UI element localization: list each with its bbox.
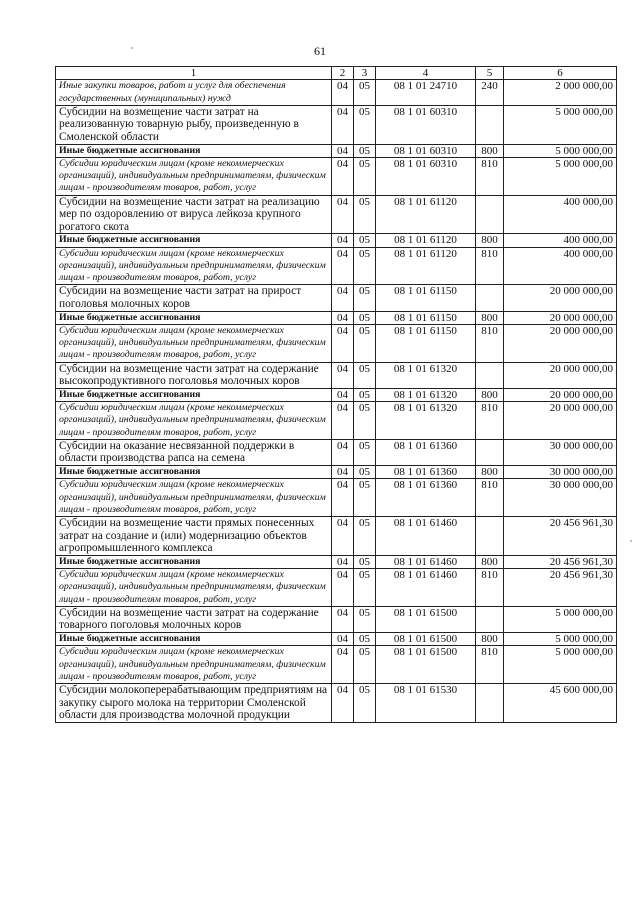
row-section-code: 04 (332, 285, 354, 311)
row-description: Субсидии молокоперерабатывающим предприятиям на закупку сырого молока на территории Смоленской области для производства молочной продукции (56, 684, 332, 723)
row-amount: 30 000 000,00 (504, 466, 617, 479)
row-section-code: 04 (332, 158, 354, 196)
row-description: Субсидии юридическим лицам (кроме некоммерческих организаций), индивидуальным предпринимателям, физическим лицам - производителям товаров, работ, услуг (56, 325, 332, 363)
row-target-article: 08 1 01 61500 (376, 646, 476, 684)
table-row (56, 285, 617, 311)
row-target-article: 08 1 01 24710 (376, 80, 476, 105)
row-subsection-code: 05 (354, 606, 376, 632)
row-description: Иные бюджетные ассигнования (56, 466, 332, 479)
table-row (56, 466, 617, 479)
row-subsection-code: 05 (354, 325, 376, 363)
column-header-4: 4 (376, 67, 476, 80)
row-description: Иные закупки товаров, работ и услуг для обеспечения государственных (муниципальных) нужд (56, 80, 332, 105)
row-expense-type (476, 362, 504, 388)
row-target-article: 08 1 01 60310 (376, 144, 476, 157)
row-section-code: 04 (332, 247, 354, 285)
row-target-article: 08 1 01 61120 (376, 195, 476, 234)
row-amount: 2 000 000,00 (504, 80, 617, 105)
table-row (56, 247, 617, 285)
row-amount: 20 456 961,30 (504, 555, 617, 568)
row-target-article: 08 1 01 61120 (376, 247, 476, 285)
row-section-code: 04 (332, 362, 354, 388)
row-subsection-code: 05 (354, 158, 376, 196)
row-target-article: 08 1 01 61360 (376, 439, 476, 465)
row-subsection-code: 05 (354, 646, 376, 684)
scan-speck (131, 47, 133, 49)
budget-table (55, 66, 617, 723)
row-description: Субсидии на оказание несвязанной поддержки в области производства рапса на семена (56, 439, 332, 465)
table-row (56, 439, 617, 465)
row-target-article: 08 1 01 60310 (376, 158, 476, 196)
column-header-2: 2 (332, 67, 354, 80)
row-description: Иные бюджетные ассигнования (56, 388, 332, 401)
row-target-article: 08 1 01 61460 (376, 569, 476, 607)
row-description: Субсидии юридическим лицам (кроме некоммерческих организаций), индивидуальным предпринимателям, физическим лицам - производителям товаров, работ, услуг (56, 402, 332, 440)
row-expense-type: 800 (476, 311, 504, 324)
row-subsection-code: 05 (354, 388, 376, 401)
row-description: Субсидии юридическим лицам (кроме некоммерческих организаций), индивидуальным предпринимателям, физическим лицам - производителям товаров, работ, услуг (56, 646, 332, 684)
table-row (56, 105, 617, 144)
row-section-code: 04 (332, 105, 354, 144)
row-expense-type (476, 606, 504, 632)
table-row (56, 606, 617, 632)
row-subsection-code: 05 (354, 466, 376, 479)
row-subsection-code: 05 (354, 80, 376, 105)
row-target-article: 08 1 01 61320 (376, 362, 476, 388)
row-amount: 5 000 000,00 (504, 105, 617, 144)
row-description: Иные бюджетные ассигнования (56, 311, 332, 324)
row-amount: 5 000 000,00 (504, 158, 617, 196)
row-expense-type: 810 (476, 158, 504, 196)
column-header-1: 1 (56, 67, 332, 80)
row-subsection-code: 05 (354, 402, 376, 440)
column-header-5: 5 (476, 67, 504, 80)
row-description: Субсидии юридическим лицам (кроме некоммерческих организаций), индивидуальным предпринимателям, физическим лицам - производителям товаров, работ, услуг (56, 247, 332, 285)
row-expense-type: 240 (476, 80, 504, 105)
row-target-article: 08 1 01 61500 (376, 633, 476, 646)
row-subsection-code: 05 (354, 285, 376, 311)
table-row (56, 158, 617, 196)
column-header-6: 6 (504, 67, 617, 80)
row-description: Иные бюджетные ассигнования (56, 555, 332, 568)
table-row (56, 80, 617, 105)
table-row (56, 555, 617, 568)
table-row (56, 633, 617, 646)
row-amount: 400 000,00 (504, 247, 617, 285)
row-section-code: 04 (332, 684, 354, 723)
row-section-code: 04 (332, 517, 354, 556)
row-expense-type: 800 (476, 633, 504, 646)
row-subsection-code: 05 (354, 247, 376, 285)
row-section-code: 04 (332, 646, 354, 684)
row-amount: 5 000 000,00 (504, 144, 617, 157)
row-amount: 20 000 000,00 (504, 311, 617, 324)
row-section-code: 04 (332, 311, 354, 324)
row-subsection-code: 05 (354, 479, 376, 517)
row-section-code: 04 (332, 234, 354, 247)
row-amount: 400 000,00 (504, 234, 617, 247)
row-expense-type: 810 (476, 402, 504, 440)
row-target-article: 08 1 01 61500 (376, 606, 476, 632)
row-section-code: 04 (332, 606, 354, 632)
row-target-article: 08 1 01 60310 (376, 105, 476, 144)
table-row (56, 325, 617, 363)
row-amount: 20 000 000,00 (504, 402, 617, 440)
row-description: Субсидии на возмещение части затрат на содержание высокопродуктивного поголовья молочных коров (56, 362, 332, 388)
row-expense-type (476, 285, 504, 311)
row-subsection-code: 05 (354, 362, 376, 388)
row-section-code: 04 (332, 439, 354, 465)
row-target-article: 08 1 01 61460 (376, 555, 476, 568)
row-amount: 5 000 000,00 (504, 633, 617, 646)
row-description: Иные бюджетные ассигнования (56, 144, 332, 157)
row-target-article: 08 1 01 61150 (376, 285, 476, 311)
row-subsection-code: 05 (354, 684, 376, 723)
row-expense-type: 800 (476, 555, 504, 568)
row-amount: 30 000 000,00 (504, 479, 617, 517)
row-description: Субсидии на возмещение части затрат на содержание товарного поголовья молочных коров (56, 606, 332, 632)
row-amount: 5 000 000,00 (504, 646, 617, 684)
row-expense-type (476, 439, 504, 465)
row-expense-type: 810 (476, 569, 504, 607)
row-expense-type (476, 517, 504, 556)
row-target-article: 08 1 01 61360 (376, 466, 476, 479)
row-target-article: 08 1 01 61120 (376, 234, 476, 247)
row-expense-type: 810 (476, 646, 504, 684)
row-subsection-code: 05 (354, 569, 376, 607)
row-description: Субсидии на возмещение части затрат на реализацию мер по оздоровлению от вируса лейкоза крупного рогатого скота (56, 195, 332, 234)
row-expense-type: 810 (476, 479, 504, 517)
row-expense-type: 800 (476, 466, 504, 479)
row-section-code: 04 (332, 569, 354, 607)
row-target-article: 08 1 01 61320 (376, 388, 476, 401)
row-description: Иные бюджетные ассигнования (56, 633, 332, 646)
row-expense-type: 800 (476, 234, 504, 247)
table-row (56, 517, 617, 556)
row-amount: 5 000 000,00 (504, 606, 617, 632)
row-subsection-code: 05 (354, 517, 376, 556)
table-row (56, 402, 617, 440)
row-section-code: 04 (332, 479, 354, 517)
row-amount: 30 000 000,00 (504, 439, 617, 465)
row-description: Субсидии на возмещение части затрат на прирост поголовья молочных коров (56, 285, 332, 311)
row-expense-type: 800 (476, 144, 504, 157)
row-expense-type: 800 (476, 388, 504, 401)
row-target-article: 08 1 01 61360 (376, 479, 476, 517)
row-subsection-code: 05 (354, 439, 376, 465)
row-description: Субсидии на возмещение части прямых понесенных затрат на создание и (или) модернизацию объектов агропромышленного комплекса (56, 517, 332, 556)
row-section-code: 04 (332, 80, 354, 105)
table-row (56, 569, 617, 607)
row-expense-type: 810 (476, 247, 504, 285)
row-subsection-code: 05 (354, 105, 376, 144)
table-row (56, 195, 617, 234)
row-subsection-code: 05 (354, 633, 376, 646)
row-expense-type (476, 684, 504, 723)
table-header-row (56, 67, 617, 80)
row-section-code: 04 (332, 402, 354, 440)
row-amount: 20 456 961,30 (504, 517, 617, 556)
row-target-article: 08 1 01 61150 (376, 311, 476, 324)
row-amount: 20 000 000,00 (504, 325, 617, 363)
row-subsection-code: 05 (354, 311, 376, 324)
row-expense-type (476, 105, 504, 144)
row-section-code: 04 (332, 195, 354, 234)
table-row (56, 684, 617, 723)
row-subsection-code: 05 (354, 144, 376, 157)
table-row (56, 362, 617, 388)
page-number: 61 (314, 44, 326, 58)
table-row (56, 311, 617, 324)
table-row (56, 479, 617, 517)
row-section-code: 04 (332, 633, 354, 646)
column-header-3: 3 (354, 67, 376, 80)
row-description: Субсидии юридическим лицам (кроме некоммерческих организаций), индивидуальным предпринимателям, физическим лицам - производителям товаров, работ, услуг (56, 569, 332, 607)
row-section-code: 04 (332, 144, 354, 157)
row-description: Субсидии юридическим лицам (кроме некоммерческих организаций), индивидуальным предпринимателям, физическим лицам - производителям товаров, работ, услуг (56, 479, 332, 517)
row-section-code: 04 (332, 388, 354, 401)
row-amount: 20 456 961,30 (504, 569, 617, 607)
row-subsection-code: 05 (354, 234, 376, 247)
row-amount: 400 000,00 (504, 195, 617, 234)
row-description: Субсидии на возмещение части затрат на реализованную товарную рыбу, произведенную в Смоленской области (56, 105, 332, 144)
table-row (56, 234, 617, 247)
row-section-code: 04 (332, 466, 354, 479)
row-section-code: 04 (332, 555, 354, 568)
row-amount: 45 600 000,00 (504, 684, 617, 723)
row-target-article: 08 1 01 61460 (376, 517, 476, 556)
table-row (56, 646, 617, 684)
row-description: Субсидии юридическим лицам (кроме некоммерческих организаций), индивидуальным предпринимателям, физическим лицам - производителям товаров, работ, услуг (56, 158, 332, 196)
row-subsection-code: 05 (354, 195, 376, 234)
row-description: Иные бюджетные ассигнования (56, 234, 332, 247)
row-target-article: 08 1 01 61530 (376, 684, 476, 723)
row-section-code: 04 (332, 325, 354, 363)
row-target-article: 08 1 01 61150 (376, 325, 476, 363)
row-target-article: 08 1 01 61320 (376, 402, 476, 440)
row-amount: 20 000 000,00 (504, 388, 617, 401)
row-subsection-code: 05 (354, 555, 376, 568)
row-amount: 20 000 000,00 (504, 362, 617, 388)
table-row (56, 144, 617, 157)
row-expense-type (476, 195, 504, 234)
row-expense-type: 810 (476, 325, 504, 363)
table-row (56, 388, 617, 401)
row-amount: 20 000 000,00 (504, 285, 617, 311)
scan-speck (630, 540, 632, 542)
